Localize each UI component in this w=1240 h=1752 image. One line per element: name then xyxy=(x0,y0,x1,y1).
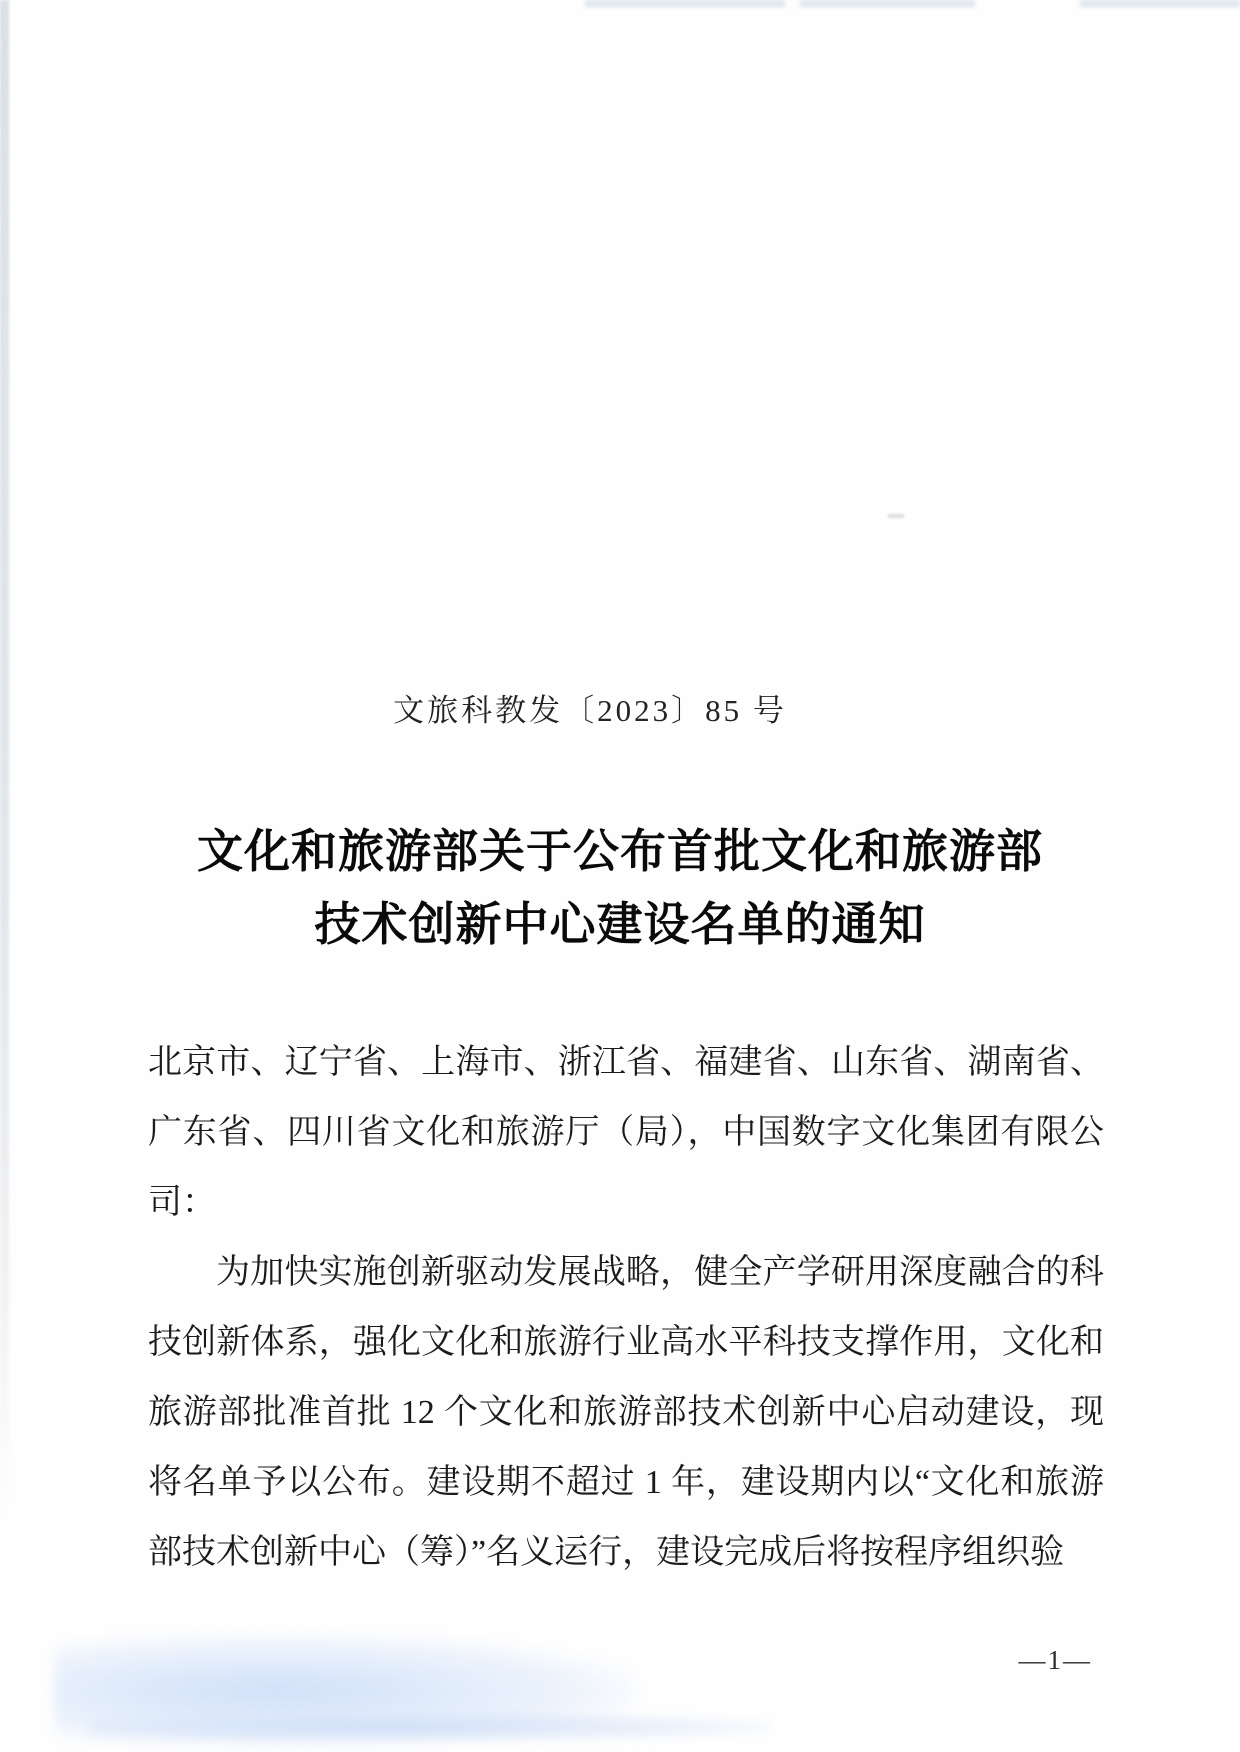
scan-blue-streak-artifact xyxy=(90,1712,770,1742)
scan-top-smudge-artifact xyxy=(800,0,975,7)
document-body xyxy=(148,1028,1104,1588)
scan-top-smudge-artifact xyxy=(585,0,785,7)
scan-speck-artifact xyxy=(888,514,904,518)
page-number: —1— xyxy=(1018,1645,1092,1675)
document-title-line-2: 技术创新中心建设名单的通知 xyxy=(314,899,926,950)
document-number: 文旅科教发〔2023〕85 号 xyxy=(393,693,787,728)
scan-edge-left-artifact xyxy=(0,0,9,1520)
recipients-paragraph: 北京市、辽宁省、上海市、浙江省、福建省、山东省、湖南省、广东省、四川省文化和旅游厅（局），中国数字文化集团有限公司： xyxy=(148,1044,1104,1221)
body-paragraph: 为加快实施创新驱动发展战略，健全产学研用深度融合的科技创新体系，强化文化和旅游行业高水平科技支撑作用，文化和旅游部批准首批 12 个文化和旅游部技术创新中心启动建设，现将名单予以公布。建设期不超过 1 年，建设期内以“文化和旅游部技术创新中心（筹）”名义运行，建设完成后将按程序组织验 xyxy=(148,1254,1104,1571)
document-title-line-1: 文化和旅游部关于公布首批文化和旅游部 xyxy=(197,826,1043,877)
document-title xyxy=(140,815,1100,961)
scan-top-smudge-artifact xyxy=(1080,0,1240,7)
